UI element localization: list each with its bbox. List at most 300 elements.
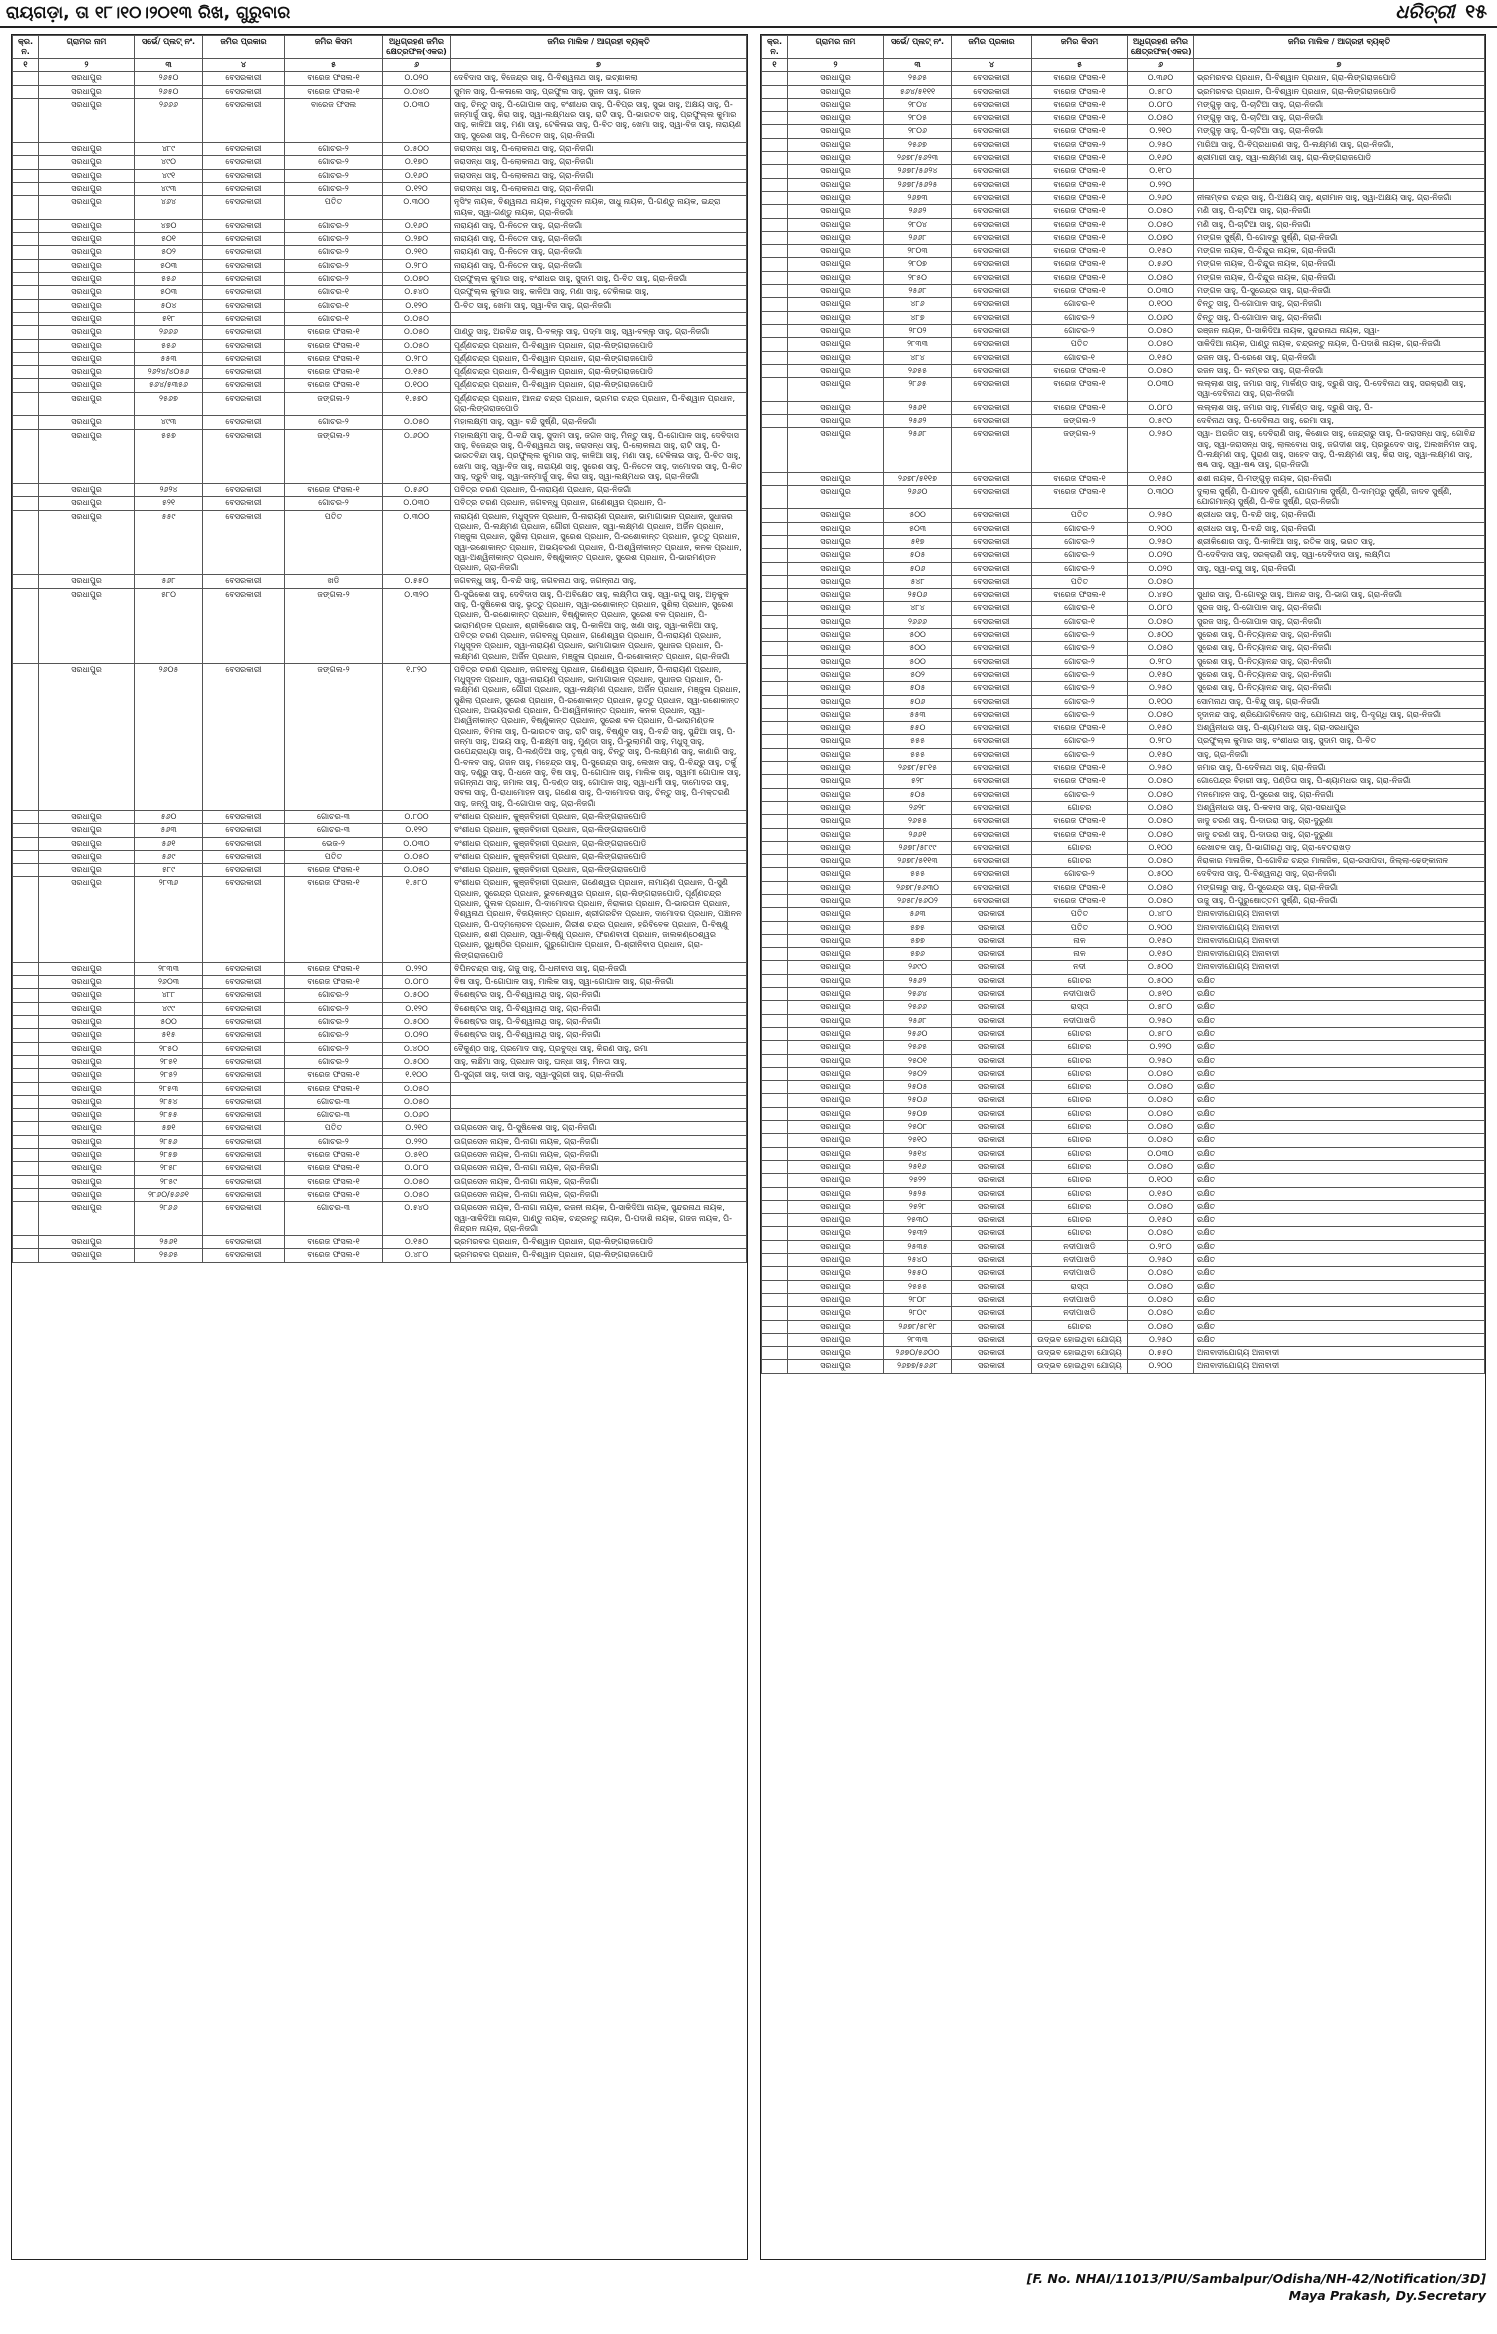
owner-cell: ଉଗ୍ରସେନ ନାୟକ, ପି-ନାଗା ନାୟକ, ଗ୍ରା-ନିଜଗାଁ [451, 1135, 747, 1148]
owner-cell: ରକ୍ଷିତ [1194, 1027, 1485, 1040]
village-cell: ସରଧାପୁର [39, 379, 135, 392]
serial-cell [762, 562, 788, 575]
village-cell: ସରଧାପୁର [39, 1029, 135, 1042]
area-cell: ୦.୦୫୦ [1128, 828, 1194, 841]
serial-cell [13, 1016, 39, 1029]
owner-cell: ରକ୍ଷିତ [1194, 1214, 1485, 1227]
plot-cell: ୫୦୬ [884, 562, 952, 575]
owner-cell: ନାରାୟଣ ସାହୁ, ପି-ନିତେନ ସାହୁ, ଗ୍ରା-ନିଜଗାଁ [451, 246, 747, 259]
serial-cell [762, 509, 788, 522]
land-class-cell: ଗୋଚର-୨ [285, 1016, 383, 1029]
table-row [762, 1174, 1485, 1187]
table-row [13, 1135, 747, 1148]
area-cell: ୦.୦୪୦ [383, 85, 451, 98]
plot-cell: ୨୫୩୫ [884, 1240, 952, 1253]
owner-cell: ବିପିନଚନ୍ଦ୍ର ସାହୁ, ଗଜୁ ସାହୁ, ପି-ଧନୀବାସ ସାହୁ, ଗ୍ରା-ନିଜଗାଁ [451, 962, 747, 975]
village-cell: ସରଧାପୁର [39, 1042, 135, 1055]
plot-cell: ୨୮୩୩ [884, 338, 952, 351]
area-cell: ୦.୫୦୦ [383, 143, 451, 156]
plot-cell: ୨୬୫୫ [884, 364, 952, 377]
table-row [762, 1187, 1485, 1200]
land-type-cell: ବେସରକାରୀ [203, 379, 285, 392]
land-type-cell: ବେସରକାରୀ [203, 169, 285, 182]
village-cell: ସରଧାପୁର [788, 165, 884, 178]
area-cell: ୦.୨୫୦ [1128, 1333, 1194, 1346]
land-type-cell: ସରକାରୀ [952, 1293, 1032, 1306]
land-type-cell: ବେସରକାରୀ [203, 1042, 285, 1055]
owner-cell: ସାହୁ, ଗ୍ରା-ନିଜଗାଁ [1194, 748, 1485, 761]
table-row [762, 178, 1485, 191]
left-column [11, 34, 748, 2260]
serial-cell [13, 98, 39, 142]
table-row [762, 1054, 1485, 1067]
plot-cell: ୨୬୭୭/୫୬୬୮ [884, 1360, 952, 1373]
village-cell: ସରଧାପୁର [39, 366, 135, 379]
land-class-cell: ନଦୀପାଖଡି [1032, 988, 1128, 1001]
plot-cell: ୪୬୪ [135, 196, 203, 220]
plot-cell: ୨୮୦୪ [884, 218, 952, 231]
village-cell: ସରଧାପୁର [788, 1174, 884, 1187]
owner-cell: ରକ୍ଷିତ [1194, 1147, 1485, 1160]
serial-cell [13, 811, 39, 824]
serial-cell [762, 1054, 788, 1067]
plot-cell: ୨୬୬୨ [884, 205, 952, 218]
owner-cell: ଶଶୀ ନାୟକ, ପି-ମଙ୍ଗୁଳୁ ନାୟକ, ଗ୍ରା-ନିଜଗାଁ [1194, 472, 1485, 485]
serial-cell [762, 589, 788, 602]
land-type-cell: ବେସରକାରୀ [952, 338, 1032, 351]
owner-cell: ରଞ୍ଜନ ନାୟକ, ପି-ସାକିଦିଆ ନାୟକ, ସୁନ୍ଦରନାଥ ନାୟକ, ସ୍ୱା- [1194, 324, 1485, 337]
village-cell: ସରଧାପୁର [39, 339, 135, 352]
village-cell: ସରଧାପୁର [788, 1121, 884, 1134]
owner-cell: ପୂର୍ଣ୍ଣଚନ୍ଦ୍ର ପ୍ରଧାନ, ପି-ବିଶ୍ୱାନ ପ୍ରଧାନ, ଗ୍ରା-ଲିଙ୍ଗରାଜପୋଡି [451, 379, 747, 392]
owner-cell: ଜଗବନ୍ଧୁ ସାହୁ, ପି-ବନ୍ଦି ସାହୁ, ଜଗବନାଥ ସାହୁ, ଜଗନ୍ନାଥ ସାହୁ, [451, 575, 747, 588]
area-cell: ୧.୧୦୦ [383, 1069, 451, 1082]
area-cell: ୦.୨୫୦ [1128, 682, 1194, 695]
village-cell: ସରଧାପୁର [788, 655, 884, 668]
table-row [762, 1280, 1485, 1293]
table-row [13, 510, 747, 575]
land-class-cell: ଜଙ୍ଗଲ-୨ [285, 392, 383, 416]
village-cell: ସରଧାପୁର [788, 748, 884, 761]
village-cell: ସରଧାପୁର [39, 1082, 135, 1095]
land-class-cell: ବାରେଜ ଫସଲ-୧ [1032, 364, 1128, 377]
land-type-cell: ବେସରକାରୀ [952, 231, 1032, 244]
area-cell: ୦.୨୮୦ [383, 352, 451, 365]
owner-cell: ସୁରଜ ସାହୁ, ପି-ଗୋପାଳ ସାହୁ, ଗ୍ରା-ନିଜଗାଁ [1194, 602, 1485, 615]
owner-cell: ରକ୍ଷିତ [1194, 1200, 1485, 1213]
land-class-cell: ରାସ୍ତା [1032, 1001, 1128, 1014]
land-type-cell: ବେସରକାରୀ [952, 841, 1032, 854]
serial-cell [762, 485, 788, 509]
area-cell: ୦.୦୫୦ [1128, 855, 1194, 868]
plot-cell: ୨୮୫୨ [135, 1069, 203, 1082]
village-cell: ସରଧାପୁର [788, 828, 884, 841]
area-cell: ୦.୦୫୦ [1128, 881, 1194, 894]
area-cell: ୦.୩୦୦ [383, 510, 451, 575]
land-class-cell: ଗୋଚର-୧ [285, 312, 383, 325]
land-type-cell: ବେସରକାରୀ [203, 246, 285, 259]
village-cell: ସରଧାପୁର [788, 1160, 884, 1173]
table-row [762, 472, 1485, 485]
table-row [762, 1293, 1485, 1306]
village-cell: ସରଧାପୁର [788, 708, 884, 721]
page-header [0, 0, 1497, 28]
area-cell: ୦.୫୯୦ [1128, 415, 1194, 428]
village-cell: ସରଧାପୁର [39, 1122, 135, 1135]
land-class-cell: ଗୋଚର [1032, 1147, 1128, 1160]
plot-cell: ୫୮୯ [135, 864, 203, 877]
table-row [762, 85, 1485, 98]
serial-cell [762, 311, 788, 324]
serial-cell [762, 988, 788, 1001]
owner-cell: ଉଗ୍ରସେନ ନାୟକ, ପି-ନାଗା ନାୟକ, ଗ୍ରା-ନିଜଗାଁ [451, 1188, 747, 1201]
land-type-cell: ବେସରକାରୀ [952, 415, 1032, 428]
land-type-cell: ବେସରକାରୀ [952, 205, 1032, 218]
land-type-cell: ବେସରକାରୀ [952, 762, 1032, 775]
area-cell: ୦.୫୮୦ [1128, 85, 1194, 98]
plot-cell: ୫୦୦ [884, 655, 952, 668]
area-cell: ୦.୦୫୦ [1128, 815, 1194, 828]
area-cell: ୦.୦୫୦ [383, 1175, 451, 1188]
land-class-cell: ଜଙ୍ଗଲ-୨ [1032, 428, 1128, 472]
area-cell: ୦.୦୮୦ [1128, 602, 1194, 615]
village-cell: ସରଧାପୁର [39, 1055, 135, 1068]
land-type-cell: ବେସରକାରୀ [952, 178, 1032, 191]
plot-cell: ୫୬୯ [135, 850, 203, 863]
area-cell: ୦.୧୨୦ [383, 824, 451, 837]
table-row [762, 378, 1485, 402]
area-cell: ୦.୪୮୦ [383, 1249, 451, 1262]
village-cell: ସରଧାପୁର [788, 642, 884, 655]
table-row [13, 1095, 747, 1108]
land-type-cell: ବେସରକାରୀ [952, 428, 1032, 472]
land-class-cell: ପତିତ [285, 510, 383, 575]
owner-cell: ଜମାର ସାହୁ, ପି-ଦେବିନାଥ ସାହୁ, ଗ୍ରା-ନିଜଗାଁ [1194, 762, 1485, 775]
plot-cell: ୨୫୧୪ [884, 1147, 952, 1160]
owner-cell: ସୁରଜ ସାହୁ, ପି-ଗୋପାଳ ସାହୁ, ଗ୍ରା-ନିଜଗାଁ [1194, 615, 1485, 628]
land-type-cell: ସରକାରୀ [952, 961, 1032, 974]
village-cell: ସରଧାପୁର [788, 351, 884, 364]
owner-cell: ବଂଶୀଧର ପ୍ରଧାନ, କୁଞ୍ଜବିହାରୀ ପ୍ରଧାନ, ଗଣେଶ୍ୱର ପ୍ରଧାନ, ନାମାୟଣ ପ୍ରଧାନ, ପି-ସୁଣି ପ୍ରଧାନ, ସୁରେନ୍ଦ୍ର ପ୍ରଧାନ, ଭୁବନେଶ୍ୱର ପ୍ରଧାନ, ଗ୍ରା-ଲିଙ୍ଗରାଜପୋଡି, ପୂର୍ଣ୍ଣଚନ୍ଦ୍ର ପ୍ରଧାନ, ପୁଲକ ପ୍ରଧାନ, ପି-ଦାମୋଦର ପ୍ରଧାନ, ନିରାକାର ପ୍ରଧାନ, ପି-ଭାରତାନ ପ୍ରଧାନ, ବିଶ୍ୱନାଥ ପ୍ରଧାନ, ବିଜୟକାନ୍ତ ପ୍ରଧାନ, ଶ୍ରୀଗରଚିନ ପ୍ରଧାନ, ଦାମୋଦର ପ୍ରଧାନ, ପଞ୍ଚାନନ ପ୍ରଧାନ, ପି-ପଦ୍ମଲୋଚନ ପ୍ରଧାନ, ଗିରୀଶ ଚନ୍ଦ୍ର ପ୍ରଧାନ, ହରିବିବେକ ପ୍ରଧାନ, ପି-ବିଷ୍ଣୁ ପ୍ରଧାନ, ଶଶୀ ପ୍ରଧାନ, ସ୍ୱା-ବିଷ୍ଣୁ ପ୍ରଧାନ, ଫରଣବାସୀ ପ୍ରଧାନ, ଜାଲକଣ୍ଠେଶ୍ୱର ପ୍ରଧାନ, ସୁଧିଷ୍ଠିର ପ୍ରଧାନ, ଗୁରୁଗୋପାଳ ପ୍ରଧାନ, ପି-ଶ୍ରୀନିବାସ ପ୍ରଧାନ, ଗ୍ରା-ଲିଙ୍ଗରାଜପୋଡି [451, 877, 747, 962]
area-cell: ୦.୦୫୦ [1128, 775, 1194, 788]
table-row [762, 562, 1485, 575]
area-cell: ୦.୫୦୦ [1128, 974, 1194, 987]
owner-cell: ଶ୍ରୀକିଶୋର ସାହୁ, ପି-କାଳିଆ ସାହୁ, ରତିକ ସାହୁ, ଭରତ ସାହୁ, [1194, 535, 1485, 548]
plot-cell: ୨୫୬୧ [884, 401, 952, 414]
col-number: ୭ [1194, 59, 1485, 72]
area-cell: ୦.୦୫୦ [1128, 1267, 1194, 1280]
column-number-row [13, 59, 747, 72]
serial-cell [762, 908, 788, 921]
plot-cell: ୨୬୨୪/୪୦୫୬ [135, 366, 203, 379]
area-cell: ୦.୨୧୦ [383, 1122, 451, 1135]
table-row [762, 1041, 1485, 1054]
land-class-cell: ଜଙ୍ଗଲ-୨ [285, 429, 383, 483]
plot-cell: ୨୮୬୫ [884, 378, 952, 402]
area-cell: ୦.୦୫୦ [1128, 1307, 1194, 1320]
area-cell: ୦.୦୫୦ [1128, 895, 1194, 908]
serial-cell [13, 1236, 39, 1249]
area-cell: ୦.୦୫୦ [383, 1188, 451, 1201]
plot-cell: ୫୬୦ [135, 811, 203, 824]
serial-cell [13, 429, 39, 483]
right-column [760, 34, 1486, 2260]
village-cell: ସରଧାପୁର [788, 401, 884, 414]
land-type-cell: ବେସରକାରୀ [952, 125, 1032, 138]
table-row [762, 1214, 1485, 1227]
village-cell: ସରଧାପୁର [788, 1360, 884, 1373]
table-row [13, 392, 747, 416]
owner-cell: ଜାଦୁ ଚରଣ ସାହୁ, ପି-ଦାଉରା ସାହୁ, ଗ୍ରା-ଦୁରୁଣା [1194, 815, 1485, 828]
serial-cell [762, 1267, 788, 1280]
area-cell: ୦.୫୪୦ [383, 1202, 451, 1236]
area-cell: ୦.୬୦୦ [383, 429, 451, 483]
village-cell: ସରଧାପୁର [39, 824, 135, 837]
village-cell: ସରଧାପୁର [788, 881, 884, 894]
serial-cell [762, 722, 788, 735]
serial-cell [762, 125, 788, 138]
village-cell: ସରଧାପୁର [39, 497, 135, 510]
village-cell: ସରଧାପୁର [788, 245, 884, 258]
owner-cell: ସାହୁ, ଲଛିମା ସାହୁ, ପ୍ରଧାନ ସାହୁ, ଘନ୍ଧା ସାହୁ, ମିନତା ସାହୁ, [451, 1055, 747, 1068]
serial-cell [762, 1200, 788, 1213]
table-row [762, 934, 1485, 947]
village-cell: ସରଧାପୁର [788, 338, 884, 351]
table-row [762, 258, 1485, 271]
plot-cell: ୨୮୦୫ [884, 112, 952, 125]
plot-cell: ୨୮୬୦/୫୬୬୧ [135, 1188, 203, 1201]
land-class-cell: ପତିତ [1032, 509, 1128, 522]
area-cell: ୦.୨୫୦ [1128, 1054, 1194, 1067]
col-header-owner: ଜମିର ମାଲିକ / ଆଗ୍ରହୀ ବ୍ୟକ୍ତି [1194, 36, 1485, 59]
land-class-cell: ବାରେଜ ଫସଲ-୧ [285, 366, 383, 379]
area-cell: ୦.୦୫୦ [1128, 788, 1194, 801]
area-cell: ୦.୨୨୦ [1128, 178, 1194, 191]
area-cell: ୦.୨୮୦ [1128, 655, 1194, 668]
serial-cell [762, 178, 788, 191]
table-row [762, 285, 1485, 298]
owner-cell: ପୂର୍ଣ୍ଣଚନ୍ଦ୍ର ପ୍ରଧାନ, ପି-ବିଶ୍ୱାନ ପ୍ରଧାନ, ଗ୍ରା-ଲିଙ୍ଗରାଜପୋଡି [451, 339, 747, 352]
village-cell: ସରଧାପୁର [788, 285, 884, 298]
plot-cell: ୨୮୫୭ [135, 1149, 203, 1162]
table-row [762, 855, 1485, 868]
village-cell: ସରଧାପୁର [39, 169, 135, 182]
owner-cell: ରକ୍ଷିତ [1194, 1267, 1485, 1280]
table-row [13, 416, 747, 429]
land-class-cell: ଉଦ୍ଭବ ହୋଇଥିବା ଯୋଗ୍ୟ [1032, 1347, 1128, 1360]
serial-cell [13, 877, 39, 962]
land-class-cell: ବାରେଜ ଫସଲ-୧ [285, 1175, 383, 1188]
land-class-cell: ଭେଜ-୨ [285, 837, 383, 850]
village-cell: ସରଧାପୁର [788, 311, 884, 324]
serial-cell [762, 642, 788, 655]
table-row [762, 988, 1485, 1001]
land-class-cell: ବାରେଜ ଫସଲ-୧ [1032, 472, 1128, 485]
land-type-cell: ବେସରକାରୀ [203, 1122, 285, 1135]
owner-cell [451, 1095, 747, 1108]
village-cell: ସରଧାପୁର [788, 1094, 884, 1107]
plot-cell: ୫୧୮ [135, 312, 203, 325]
land-class-cell: ବାରେଜ ଫସଲ-୧ [1032, 589, 1128, 602]
village-cell: ସରଧାପୁର [39, 510, 135, 575]
serial-cell [762, 921, 788, 934]
village-cell: ସରଧାପୁର [788, 152, 884, 165]
area-cell: ୦.୨୫୦ [1128, 535, 1194, 548]
land-class-cell: ଜଙ୍ଗଲ-୨ [285, 588, 383, 663]
land-class-cell: ଗୋଚର-୨ [285, 246, 383, 259]
owner-cell: ନାରାୟଣ ସାହୁ, ପି-ନିତେନ ସାହୁ, ଗ୍ରା-ନିଜଗାଁ [451, 233, 747, 246]
table-row [13, 824, 747, 837]
table-row [762, 708, 1485, 721]
plot-cell: ୫୨୮ [884, 775, 952, 788]
land-type-cell: ବେସରକାରୀ [952, 775, 1032, 788]
owner-cell: ସୁରେଶ ସାହୁ, ପି-ନିତ୍ୟାନନ୍ଦ ସାହୁ, ଗ୍ରା-ନିଜଗାଁ [1194, 642, 1485, 655]
village-cell: ସରଧାପୁର [39, 98, 135, 142]
column-number-row [762, 59, 1485, 72]
land-class-cell: ବାରେଜ ଫସଲ-୧ [285, 1236, 383, 1249]
table-row [13, 1175, 747, 1188]
village-cell: ସରଧାପୁର [39, 1162, 135, 1175]
plot-cell: ୫୫୬ [135, 273, 203, 286]
owner-cell: ମାରିଆ ସାହୁ, ପି-ବିପ୍ରଧାରଣ ସାହୁ, ପି-ଲକ୍ଷ୍ମଣ ସାହୁ, ଗ୍ରା-ନିଜଗାଁ, [1194, 138, 1485, 151]
owner-cell: ଉଗ୍ରସେନ ନାୟକ, ପି-ନାଗା ନାୟକ, ଗ୍ରା-ନିଜଗାଁ [451, 1162, 747, 1175]
land-type-cell: ବେସରକାରୀ [203, 429, 285, 483]
land-class-cell: ବାରେଜ ଫସଲ-୧ [1032, 218, 1128, 231]
owner-cell: ପୂର୍ଣ୍ଣଚନ୍ଦ୍ର ପ୍ରଧାନ, ପି-ବିଶ୍ୱାନ ପ୍ରଧାନ, ଗ୍ରା-ଲିଙ୍ଗରାଜପୋଡି [451, 352, 747, 365]
land-type-cell: ସରକାରୀ [952, 1214, 1032, 1227]
owner-cell: ପି-ସୁଭିକେଶ ସାହୁ, ଦେବିଦାସ ସାହୁ, ପି-ଅବିକ୍ଷେତ ସାହୁ, ଲକ୍ଷ୍ମିତା ସାହୁ, ସ୍ୱା-ରଘୁ ସାହୁ, ଅନୁକୁଳ ସାହୁ, ପି-ସୁଷିକେଶ ସାହୁ, ଭୃତ୍ତୁ ପ୍ରଧାନ, ସ୍ୱା-ରଶୋକାନ୍ତ ପ୍ରଧାନ, ସୁଶିଲା ପ୍ରଧାନ, ସୁରେଶ ପ୍ରଧାନ, ପି-ରଶୋକାନ୍ତ ପ୍ରଧାନ, ବିଷ୍ଣୁକାନ୍ତ ପ୍ରଧାନ, ସୁରେଶ ବଳ ପ୍ରଧାନ, ପି-ଭାରାମଣ୍ଡଳ ପ୍ରଧାନ, ଶ୍ରୀକିଶୋର ସାହୁ, ପି-କାଳିଆ ସାହୁ, ଖଣା ସାହୁ, ସ୍ୱା-କାଳିଆ ସାହୁ, ପବିତ୍ର ଚରଣ ପ୍ରଧାନ, ଜଗବନ୍ଧୁ ପ୍ରଧାନ, ଗଣେଶ୍ୱର ପ୍ରଧାନ, ପି-ନାରାୟଣ ପ୍ରଧାନ, ମଧୁସୂଦନ ପ୍ରଧାନ, ସ୍ୱା-ନାରାୟଣ ପ୍ରଧାନ, ଭାମାଗାଭାନ ପ୍ରଧାନ, ସୁଧାଜର ପ୍ରଧାନ, ପି-ଲକ୍ଷ୍ମଣ ପ୍ରଧାନ, ଅର୍ଜିନ ପ୍ରଧାନ, ମଞ୍ଜୁଳା ପ୍ରଧାନ, ପି-ରଶୋକାନ୍ତ ପ୍ରଧାନ, ଗ୍ରା-ନିଜଗାଁ [451, 588, 747, 663]
owner-cell: ଉଗ୍ରସେନ ନାୟକ, ପି-ନାଗା ନାୟକ, ରଜନୀ ନାୟକ, ପି-ସାକିଦିଆ ନାୟକ, ସୁନ୍ଦରନାଥ ନାୟକ, ସ୍ୱା-ସାକିଦିଆ ନାୟକ, ପାଣ୍ଡୁ ନାୟକ, ଚନ୍ଦ୍ରନ୍ତୁ ନାୟକ, ପି-ପଦାଶି ନାୟକ, ଗଜଜ ନାୟକ, ପି-ନିନ୍ଦ୍ରନ ନାୟକ, ଗ୍ରା-ନିଜଗାଁ [451, 1202, 747, 1236]
village-cell: ସରଧାପୁର [788, 801, 884, 814]
col-number: ୩ [135, 59, 203, 72]
land-class-cell: ଗୋଚର-୨ [1032, 788, 1128, 801]
owner-cell: ଜାଦୁ ଚରଣ ସାହୁ, ପି-ଦାଉରା ସାହୁ, ଗ୍ରା-ଦୁରୁଣା [1194, 828, 1485, 841]
table-row [13, 98, 747, 142]
land-type-cell: ବେସରକାରୀ [203, 273, 285, 286]
table-row [762, 682, 1485, 695]
land-class-cell: ଗୋଚର [1032, 1160, 1128, 1173]
serial-cell [762, 205, 788, 218]
plot-cell: ୫୦୫ [884, 549, 952, 562]
serial-cell [13, 1249, 39, 1262]
plot-cell: ୫୭୬ [884, 948, 952, 961]
village-cell: ସରଧାପୁର [788, 722, 884, 735]
table-row [13, 366, 747, 379]
village-cell: ସରଧାପୁର [788, 868, 884, 881]
plot-cell: ୨୫୨୨ [884, 1174, 952, 1187]
land-class-cell: ଗୋଚର [1032, 1174, 1128, 1187]
area-cell: ୦.୪୦୦ [383, 1042, 451, 1055]
serial-cell [762, 841, 788, 854]
col-number: ୬ [383, 59, 451, 72]
serial-cell [13, 976, 39, 989]
land-class-cell: ବାରେଜ ଫସଲ-୧ [1032, 98, 1128, 111]
land-class-cell: ଗୋଚର [1032, 1200, 1128, 1213]
area-cell: ୦.୩୦୦ [1128, 485, 1194, 509]
plot-cell: ୨୬୭୮/୫୧୧୭ [884, 472, 952, 485]
area-cell: ୦.୨୧୦ [1128, 125, 1194, 138]
land-type-cell: ବେସରକାରୀ [203, 1188, 285, 1201]
plot-cell: ୨୫୬୨ [884, 415, 952, 428]
owner-cell: ପ୍ରଫୁଲ୍ଲ କୁମାର ସାହୁ, ବଂଶୀଧର ସାହୁ, ସୁଦାମ ସାହୁ, ପି-ବିତ [1194, 735, 1485, 748]
table-row [762, 801, 1485, 814]
table-row [762, 1227, 1485, 1240]
serial-cell [762, 152, 788, 165]
land-type-cell: ବେସରକାରୀ [203, 1082, 285, 1095]
owner-cell: ନିରାକାର ମାଳାଜିକ, ପି-ଗୋବିନ୍ଦ ଚନ୍ଦ୍ର ମାଳାଜିକ, ଗ୍ରା-ରସାପଦା, ଜିଲ୍ଲା-ଢେଙ୍କାନାଳ [1194, 855, 1485, 868]
plot-cell: ୨୬୭୮/୫୬୩୦ [884, 881, 952, 894]
village-cell: ସରଧାପୁର [788, 509, 884, 522]
village-cell: ସରଧାପୁର [39, 864, 135, 877]
land-class-cell: ପତିତ [285, 1122, 383, 1135]
area-cell: ୦.୦୬୦ [383, 1109, 451, 1122]
plot-cell: ୨୫୬୭ [884, 138, 952, 151]
plot-cell: ୨୬୫୮/୫୬୦୨ [884, 895, 952, 908]
land-class-cell: ଉଦ୍ଭବ ହୋଇଥିବା ଯୋଗ୍ୟ [1032, 1360, 1128, 1373]
land-type-cell: ବେସରକାରୀ [952, 788, 1032, 801]
area-cell: ୦.୦୫୦ [383, 850, 451, 863]
land-type-cell: ବେସରକାରୀ [203, 1162, 285, 1175]
file-number: [F. No. NHAI/11013/PIU/Sambalpur/Odisha/NH-42/Notification/3D] [1026, 2271, 1486, 2286]
table-row [762, 311, 1485, 324]
area-cell: ୦.୫୦୦ [383, 1055, 451, 1068]
col-header-plot: ସର୍ଭେ/ ପ୍ଲଟ୍ ନଂ. [884, 36, 952, 59]
area-cell: ୦.୧୮୦ [1128, 165, 1194, 178]
table-row [762, 1240, 1485, 1253]
col-number: ୬ [1128, 59, 1194, 72]
serial-cell [762, 1293, 788, 1306]
serial-cell [762, 881, 788, 894]
plot-cell: ୨୫୬୬ [884, 1001, 952, 1014]
plot-cell: ୨୮୦୮ [884, 1293, 952, 1306]
area-cell: ୦.୧୫୦ [1128, 722, 1194, 735]
land-type-cell: ବେସରକାରୀ [952, 271, 1032, 284]
land-class-cell: ଗୋଚର-୨ [1032, 655, 1128, 668]
plot-cell: ୨୬୦୫ [135, 663, 203, 810]
table-row [762, 1094, 1485, 1107]
plot-cell: ୫୦୦ [884, 509, 952, 522]
land-type-cell: ସରକାରୀ [952, 1267, 1032, 1280]
serial-cell [13, 143, 39, 156]
land-type-cell: ବେସରକାରୀ [203, 1055, 285, 1068]
village-cell: ସରଧାପୁର [788, 855, 884, 868]
serial-cell [762, 378, 788, 402]
village-cell: ସରଧାପୁର [788, 682, 884, 695]
area-cell: ୦.୦୫୦ [1128, 364, 1194, 377]
owner-cell: ସୁରେଶ ସାହୁ, ପି-ନିତ୍ୟାନନ୍ଦ ସାହୁ, ଗ୍ରା-ନିଜଗାଁ [1194, 629, 1485, 642]
land-type-cell: ବେସରକାରୀ [952, 72, 1032, 85]
area-cell: ୦.୦୨୦ [383, 72, 451, 85]
land-class-cell: ଗୋଚର-୧ [1032, 298, 1128, 311]
owner-cell: ନୀଳାମ୍ବର ଚନ୍ଦ୍ର ସାହୁ, ପି-ଅକ୍ଷୟ ସାହୁ, ଶ୍ରୀମାନ ସାହୁ, ସ୍ୱା-ଅକ୍ଷୟ ସାହୁ, ଗ୍ରା-ନିଜଗାଁ [1194, 191, 1485, 204]
owner-cell: ଶ୍ରୀଧର ସାହୁ, ପି-ବନ୍ଦି ସାହୁ, ଗ୍ରା-ନିଜଗାଁ [1194, 509, 1485, 522]
land-type-cell: ସରକାରୀ [952, 1307, 1032, 1320]
land-type-cell: ବେସରକାରୀ [952, 218, 1032, 231]
area-cell: ୦.୦୮୦ [1128, 98, 1194, 111]
area-cell: ୦.୦୫୦ [1128, 1280, 1194, 1293]
plot-cell: ୨୬୬୦ [884, 485, 952, 509]
owner-cell: ବିଶେଷ୍ଟର ସାହୁ, ପି-ବିଶ୍ୱାନାଥି ସାହୁ, ଗ୍ରା-ନିଜଗାଁ [451, 1029, 747, 1042]
area-cell: ୦.୨୫୦ [1128, 762, 1194, 775]
land-class-cell: ଗୋଚର-୨ [285, 156, 383, 169]
plot-cell: ୫୬୧ [135, 837, 203, 850]
owner-cell: ରେଖାଚଳ ସାହୁ, ପି-ଭାଗୀରଥି ସାହୁ, ଗ୍ରା-ବେତରାଖଡ଼ [1194, 841, 1485, 854]
land-class-cell: ଗୋଚର-୨ [285, 259, 383, 272]
col-number: ୨ [788, 59, 884, 72]
area-cell: ୦.୦୩୦ [383, 837, 451, 850]
serial-cell [13, 72, 39, 85]
serial-cell [13, 663, 39, 810]
